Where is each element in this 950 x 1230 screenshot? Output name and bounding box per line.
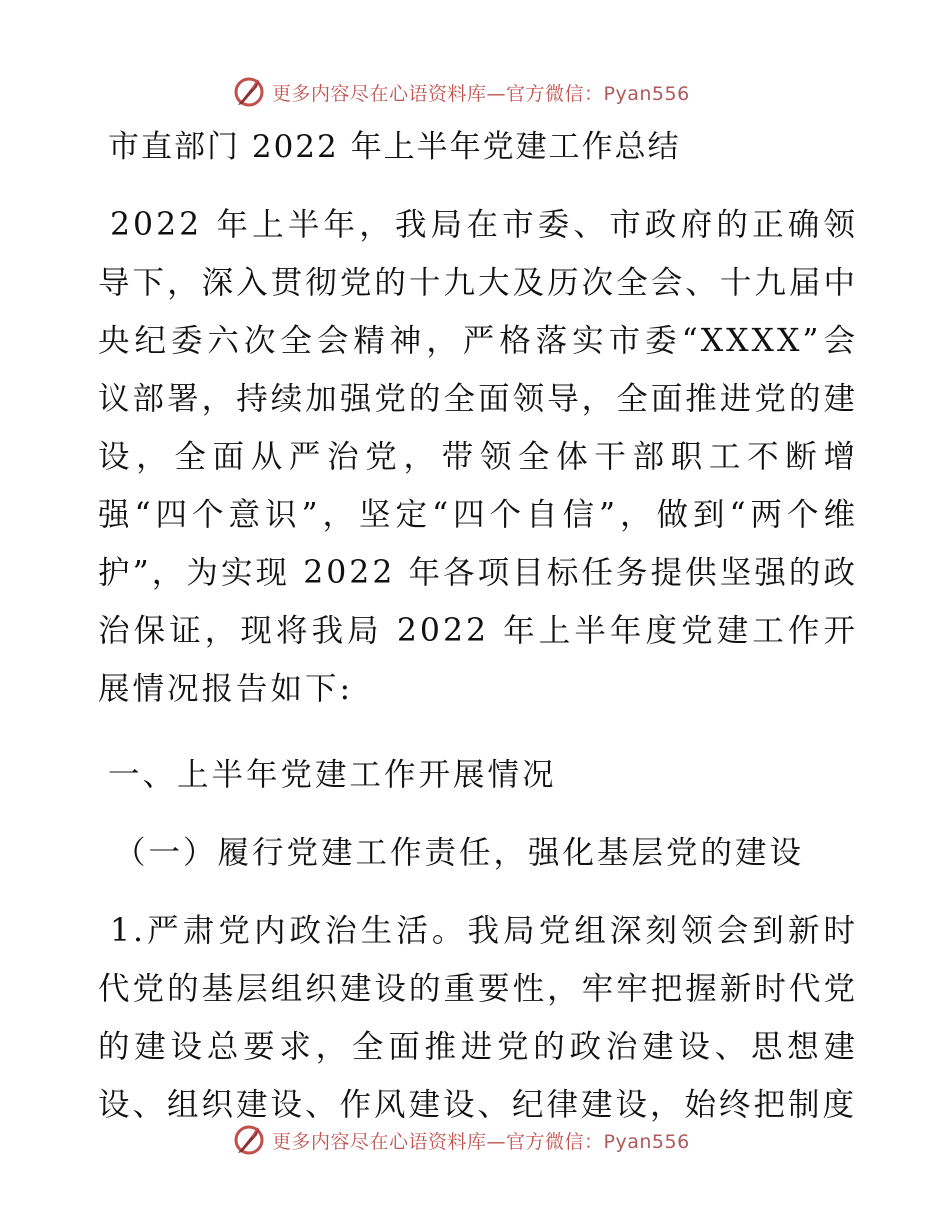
- header-watermark-banner: [232, 72, 690, 112]
- intro-paragraph: 2022 年上半年，我局在市委、市政府的正确领导下，深入贯彻党的十九大及历次全会、十九届中央纪委六次全会精神，严格落实市委“XXXX”会议部署，持续加强党的全面领导，全面推进党的建设，全面从严治党，带领全体干部职工不断增强“四个意识”，坚定“四个自信”，做到“两个维护”，为实现 2022 年各项目标任务提供坚强的政治保证，现将我局 2022 年上半年度党建工作开展情况报告如下:: [98, 207, 858, 707]
- document-title: 市直部门 2022 年上半年党建工作总结: [108, 129, 681, 165]
- quill-logo-icon: [232, 1123, 266, 1157]
- document-body: [98, 118, 858, 1134]
- header-banner-text: 更多内容尽在心语资料库—官方微信：Pyan556: [272, 82, 690, 105]
- footer-banner-text: 更多内容尽在心语资料库—官方微信：Pyan556: [272, 1130, 690, 1153]
- footer-watermark-banner: [232, 1120, 690, 1160]
- item-paragraph: 1.严肃党内政治生活。我局党组深刻领会到新时代党的基层组织建设的重要性，牢牢把握新时代党的建设总要求，全面推进党的政治建设、思想建设、组织建设、作风建设、纪律建设，始终把制度: [98, 913, 858, 1123]
- section-heading: 一、上半年党建工作开展情况: [108, 757, 557, 793]
- footer-banner-contact: Pyan556: [603, 1130, 690, 1153]
- subsection-heading: （一）履行党建工作责任，强化基层党的建设: [114, 835, 805, 871]
- header-banner-contact: Pyan556: [603, 82, 690, 105]
- quill-logo-icon: [232, 75, 266, 109]
